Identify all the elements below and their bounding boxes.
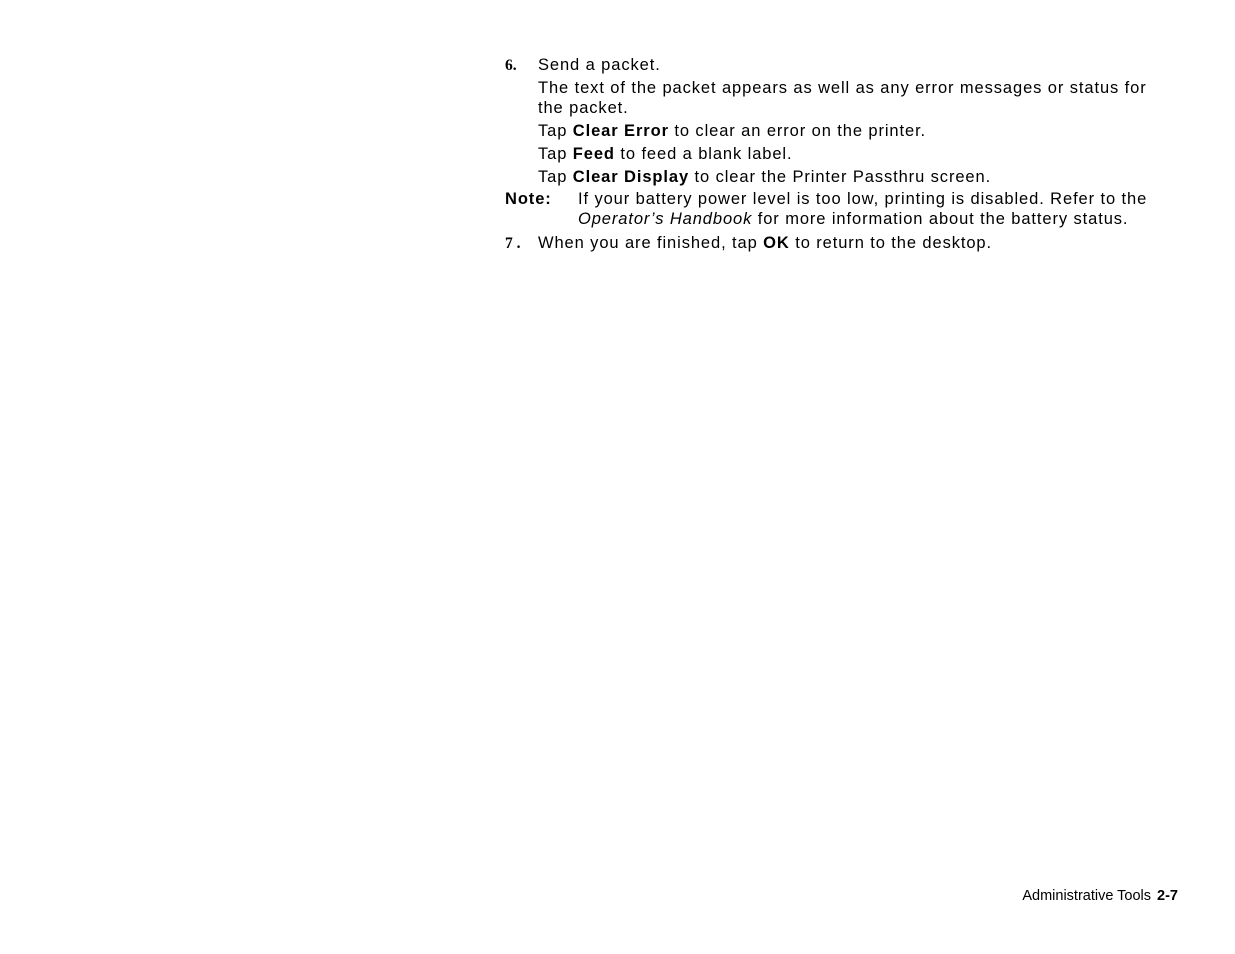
document-body — [505, 56, 1165, 257]
step-7 — [505, 234, 1165, 254]
step-text-part: When you are finished, tap — [538, 234, 764, 252]
instruction-text: to feed a blank label. — [614, 144, 793, 163]
note-label: Note: — [505, 190, 552, 208]
button-name-ok: OK — [763, 234, 790, 252]
step-description: The text of the packet appears as well as any error messages or status for the packet. — [538, 79, 1147, 117]
step-number: 7 . — [505, 235, 521, 252]
step-number: 6. — [505, 57, 517, 74]
instruction-text: to clear the Printer Passthru screen. — [689, 167, 992, 186]
step-text — [538, 234, 1165, 254]
note-block — [505, 190, 1165, 229]
note-text-part: for more information about the battery status. — [752, 209, 1129, 228]
page-number: 2-7 — [1157, 888, 1178, 904]
instruction-text: Tap — [538, 167, 573, 186]
instruction-clear-display — [538, 168, 1165, 188]
instruction-text: to clear an error on the printer. — [668, 121, 927, 140]
instruction-text: Tap — [538, 144, 573, 163]
button-name-feed: Feed — [572, 144, 615, 163]
button-name-clear-error: Clear Error — [572, 121, 669, 140]
instruction-clear-error — [538, 122, 1165, 142]
step-text-part: to return to the desktop. — [789, 234, 992, 252]
footer-section-title: Administrative Tools — [1022, 888, 1152, 904]
step-heading: Send a packet. — [538, 56, 661, 74]
step-6 — [505, 56, 1165, 187]
note-text — [578, 190, 1165, 229]
book-title: Operator’s Handbook — [578, 209, 753, 228]
page-footer — [1022, 888, 1178, 904]
button-name-clear-display: Clear Display — [572, 167, 690, 186]
note-text-part: If your battery power level is too low, printing is disabled. Refer to the — [578, 190, 1148, 208]
instruction-feed — [538, 145, 1165, 165]
instruction-text: Tap — [538, 121, 573, 140]
